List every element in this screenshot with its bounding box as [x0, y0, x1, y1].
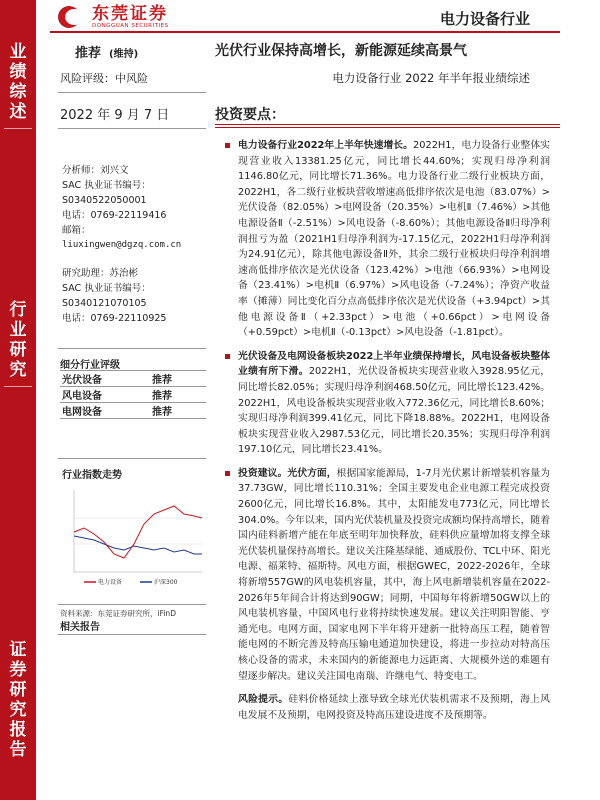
sidebar-label-report: 证券研究报告 [9, 640, 27, 760]
key-points-rule [215, 127, 560, 128]
risk-rating: 风险评级：中风险 [60, 72, 148, 85]
sector-rating-title: 细分行业评级 [60, 360, 120, 371]
sidebar-divider [4, 128, 32, 129]
key-point-body: 2022H1，光伏设备板块实现营业收入3928.95亿元，同比增长82.05%；实现归母净利润468.50亿元，同比增长123.42%。2022H1，风电设备板块实现营业收入772.36亿元，同比增长8.60%；实现归母净利润399.41亿元，同比下降18.88%。2022H1，电网设备板块实现营业收入2987.53亿元，同比增长20.35%；实现归母净利润197.10亿元，同比增长23.41%。 [238, 366, 551, 456]
sector-name: 光伏设备 [60, 371, 150, 387]
assistant-sac-number: S0340121070105 [62, 298, 147, 309]
key-point-body: 2022H1，电力设备行业整体实现营业收入13381.25亿元，同比增长44.60%；实现归母净利润1146.80亿元，同比增长71.36%。电力设备行业二级行业板块方面，2022H1，各二级行业板块营收增速高低排序依次是电池（83.07%）>光伏设备（82.05%）>电网设备（20.35%）>电机Ⅱ（7.46%）>其他电源设备Ⅱ（-2.51%）>风电设备（-8.60%）；其他电源设备Ⅱ归母净利润扭亏为盈（2021H1归母净利润为-17.15亿元，2022H1归母净利润为24.91亿元），除其他电源设备Ⅱ外，其余二级行业板块归母净利润增速高低排序依次是光伏设备（123.42%）>电池（66.93%）>电网设备（23.41%）>电机Ⅱ（6.97%）>风电设备（-7.24%）；净资产收益率（摊薄）同比变化百分点高低排序依次是光伏设备（+3.94pct）>其他电源设备Ⅱ（+2.33pct）>电池（+0.66pct）>电网设备（+0.59pct）>电机Ⅱ（-0.13pct）>风电设备（-1.81pct）。 [238, 140, 550, 339]
left-column-rule [58, 458, 206, 459]
analyst-sac-number: S0340522050001 [62, 195, 147, 206]
key-point-lead: 投资建议。光伏方面， [238, 467, 337, 479]
rating [75, 42, 138, 61]
key-point-body: 硅料价格延续上涨导致全球光伏装机需求不及预期，海上风电发展不及预期，电网投资及特高压建设进度不及预期等。 [238, 694, 551, 721]
key-points-title: 投资要点： [215, 107, 285, 123]
assistant-sac-label: SAC 执业证书编号： [62, 283, 151, 294]
sidebar-label-research: 行业研究 [9, 300, 27, 380]
key-point-lead: 光伏设备及电网设备板块2022上半年业绩保持增长，风电设备板块整体业绩有所下滑。 [238, 350, 550, 378]
sidebar-divider [4, 386, 32, 387]
left-sidebar [0, 0, 36, 800]
logo-icon [58, 4, 86, 30]
report-subtitle: 电力设备行业 2022 年半年报业绩综述 [332, 71, 530, 85]
report-date: 2022 年 9 月 7 日 [60, 108, 170, 123]
analyst-name: 分析师：刘兴文 [62, 165, 129, 176]
logo-name-en: DONGGUAN SECURITIES [92, 22, 169, 29]
assistant-info [62, 266, 166, 326]
key-points-body [225, 138, 550, 731]
left-column-rule [58, 128, 206, 129]
sector-name: 风电设备 [60, 387, 150, 403]
sector-name: 电网设备 [60, 403, 150, 419]
rating-value: 推荐 [75, 46, 102, 61]
analyst-info [62, 163, 181, 253]
table-row [60, 371, 206, 387]
analyst-email[interactable]: liuxingwen@dgzq.com.cn [62, 240, 182, 250]
left-column-rule [58, 92, 206, 93]
analyst-sac-label: SAC 执业证书编号： [62, 180, 151, 191]
header-rule [50, 31, 560, 33]
table-row [60, 403, 206, 419]
left-column-rule [58, 348, 206, 349]
table-row [60, 387, 206, 403]
bullet-icon [225, 143, 230, 148]
logo-name-cn: 东莞证券 [92, 3, 168, 24]
key-point-lead: 风险提示。 [238, 694, 289, 706]
legend-label-industry: 电力设备 [98, 579, 123, 586]
analyst-phone: 电话：0769-22119416 [62, 210, 167, 221]
key-point [225, 692, 550, 723]
rating-note: (维持) [109, 49, 139, 60]
report-title: 光伏行业保持高增长，新能源延续高景气 [215, 43, 467, 59]
sector-rating-table [60, 370, 206, 419]
assistant-name: 研究助理：苏治彬 [62, 268, 139, 279]
left-column-rule [58, 634, 206, 635]
analyst-email-label: 邮箱： [62, 225, 91, 236]
key-points-rule [215, 124, 560, 125]
legend-label-index: 沪深300 [154, 579, 178, 586]
bullet-icon [225, 354, 230, 359]
key-point-lead: 电力设备行业2022年上半年快速增长。 [238, 140, 413, 151]
bullet-icon [225, 471, 230, 476]
key-point [225, 466, 550, 684]
related-reports-title: 相关报告 [60, 622, 100, 633]
industry-tag: 电力设备行业 [439, 10, 530, 28]
key-point-body: 根据国家能源局，1-7月光伏累计新增装机容量为37.73GW，同比增长110.31%；全国主要发电企业电源工程完成投资2600亿元，同比增长16.8%。其中，太阳能发电773亿元，同比增长304.0%。今年以来，国内光伏装机量及投资完成额均保持高增长，随着国内硅料新增产能在年底至明年加快释放，硅料供应量增加将支撑全球光伏装机量保持高增长。建议关注隆基绿能、通威股份、TCL中环、阳光电源、福莱特、福斯特。风电方面，根据GWEC，2022-2026年，全球将新增557GW的风电装机容量，其中，海上风电新增装机容量在2022-2026年5年间合计将达到90GW；同期，中国每年将新增50GW以上的风电装机容量，中国风电行业将持续快速发展。建议关注明阳智能、亨通光电。电网方面，国家电网下半年将开建新一批特高压工程，随着智能电网的不断完善及特高压输电通道加快建设，将进一步拉动对特高压核心设备的需求，未来国内的新能源电力远距离、大规模外送的难题有望逐步解决。建议关注国电南瑞、许继电气、特变电工。 [238, 467, 550, 682]
key-point [225, 349, 550, 458]
key-point [225, 138, 550, 341]
industry-trend-chart [60, 484, 206, 588]
chart-source: 资料来源：东莞证券研究所，iFinD [60, 609, 176, 618]
sidebar-label-summary: 业绩综述 [9, 42, 27, 122]
sector-rating: 推荐 [150, 387, 206, 403]
sector-rating: 推荐 [150, 371, 206, 387]
assistant-phone: 电话：0769-22110925 [62, 313, 167, 324]
trend-title: 行业指数走势 [62, 470, 122, 481]
index-series-line [74, 536, 202, 554]
company-logo [58, 2, 169, 32]
left-column-rule [58, 604, 206, 605]
sector-rating: 推荐 [150, 403, 206, 419]
